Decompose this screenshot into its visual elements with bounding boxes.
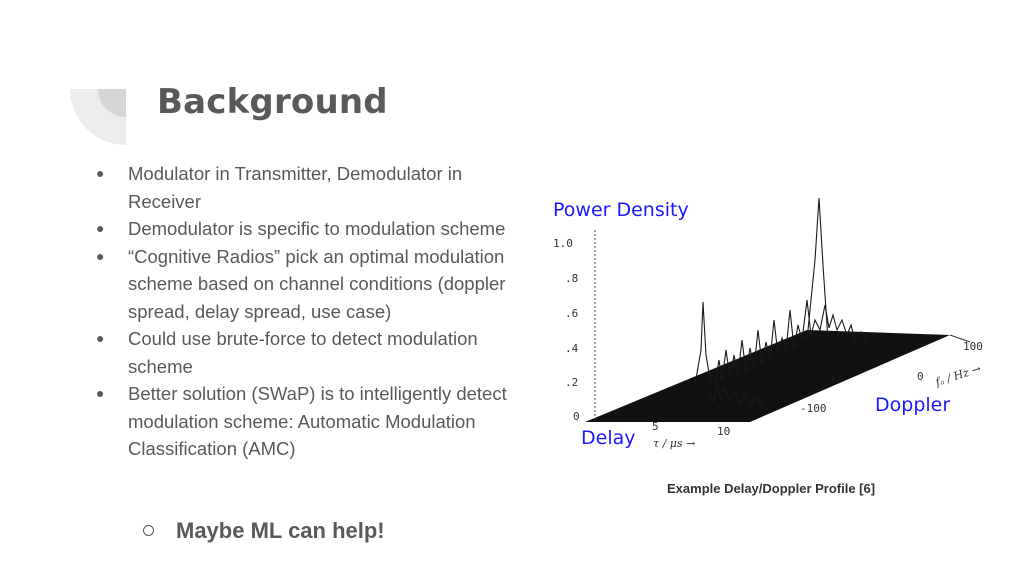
decorative-arc-icon: [70, 89, 126, 145]
delay-tick-label: 10: [717, 425, 731, 438]
hollow-bullet-icon: [143, 525, 154, 536]
delay-tick-label: 5: [652, 420, 659, 433]
delay-doppler-profile-figure: [545, 190, 1010, 455]
bullet-item: [90, 160, 540, 215]
bullet-text: Better solution (SWaP) is to intelligently detect modulation scheme: Automatic Modulation Classification (AMC): [128, 383, 507, 459]
bullet-dot-icon: ●: [96, 165, 105, 181]
bullet-dot-icon: ●: [96, 385, 105, 401]
tall-spike: [807, 198, 828, 340]
doppler-tick-label: -100: [800, 402, 827, 415]
z-tick-label: .6: [565, 307, 579, 320]
figure-title: Power Density: [553, 199, 689, 221]
bullet-text: Could use brute-force to detect modulation scheme: [128, 328, 478, 377]
bullet-text: “Cognitive Radios” pick an optimal modulation scheme based on channel conditions (doppler spread, delay spread, use case): [128, 245, 506, 322]
bullet-text: Modulator in Transmitter, Demodulator in Receiver: [128, 163, 463, 212]
bullet-text: Demodulator is specific to modulation scheme: [128, 218, 506, 239]
delay-unit-label: τ / μs →: [653, 437, 696, 450]
left-spike: [695, 302, 711, 385]
bullet-item: [90, 243, 540, 326]
z-tick-label: 1.0: [553, 237, 573, 250]
delay-axis-label: Delay: [581, 427, 636, 449]
bullet-dot-icon: ●: [96, 220, 105, 236]
z-tick-label: .2: [565, 376, 579, 389]
doppler-tick-label: 0: [917, 370, 924, 383]
z-tick-label: 0: [573, 410, 580, 423]
figure-caption: Example Delay/Doppler Profile [6]: [667, 481, 876, 496]
bullet-list: [90, 160, 540, 463]
sub-bullet-text: Maybe ML can help!: [176, 518, 385, 543]
doppler-unit-label: fₐ / Hz →: [933, 361, 983, 389]
bullet-dot-icon: ●: [96, 247, 105, 264]
bullet-dot-icon: ●: [96, 330, 105, 346]
slide-title: Background: [157, 82, 388, 122]
bullet-item: [90, 325, 540, 380]
z-tick-label: .8: [565, 272, 579, 285]
sub-bullet: [143, 518, 385, 544]
bullet-item: [90, 380, 540, 463]
doppler-tick-label: 100: [963, 340, 983, 353]
doppler-axis-label: Doppler: [875, 394, 951, 416]
bullet-item: [90, 215, 540, 243]
z-tick-label: .4: [565, 342, 579, 355]
